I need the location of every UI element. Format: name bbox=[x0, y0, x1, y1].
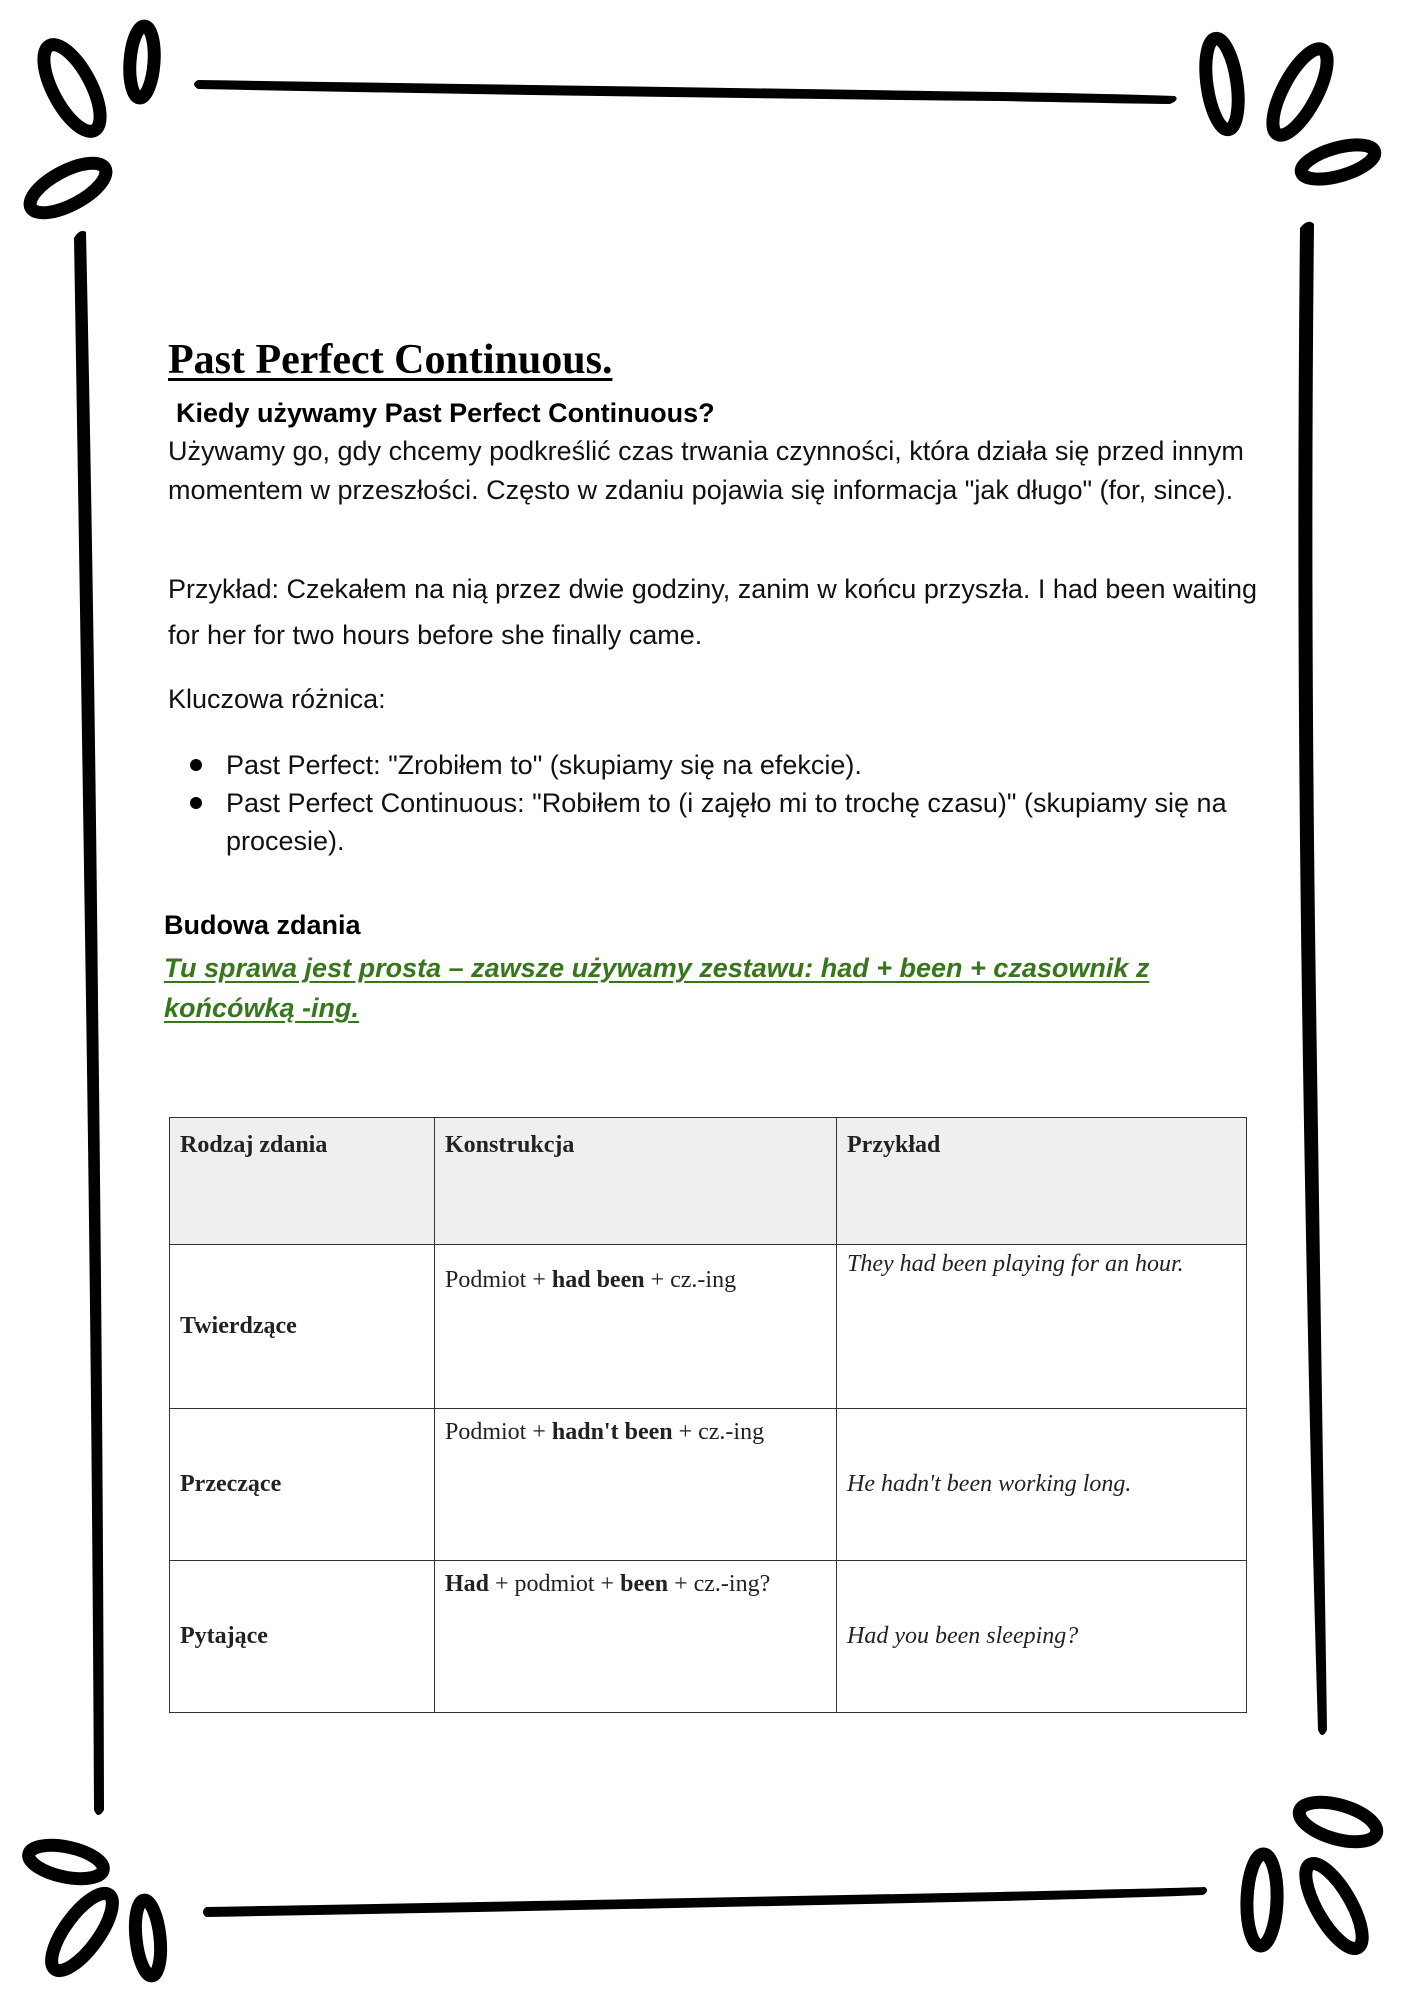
construction-part: + cz.-ing bbox=[644, 1267, 737, 1293]
bullet-icon bbox=[190, 759, 202, 771]
list-item-text: Past Perfect: "Zrobiłem to" (skupiamy się na efekcie). bbox=[226, 750, 862, 780]
column-header: Konstrukcja bbox=[435, 1118, 837, 1245]
grammar-table bbox=[169, 1117, 1247, 1713]
example-cell: Had you been sleeping? bbox=[837, 1561, 1247, 1713]
sentence-type-cell: Pytające bbox=[170, 1561, 435, 1713]
construction-keyword: been bbox=[620, 1571, 669, 1597]
construction-keyword: had been bbox=[551, 1267, 645, 1293]
section-heading: Budowa zdania bbox=[164, 910, 361, 940]
list-item bbox=[226, 784, 1286, 860]
sentence-type-cell: Twierdzące bbox=[170, 1245, 435, 1409]
table-row bbox=[170, 1561, 1247, 1713]
list-item bbox=[226, 746, 1286, 784]
construction-keyword: hadn't been bbox=[551, 1419, 673, 1445]
list-item-text: Past Perfect Continuous: "Robiłem to (i zajęło mi to trochę czasu)" (skupiamy się na procesie). bbox=[226, 788, 1227, 856]
construction-part: Podmiot + bbox=[445, 1419, 552, 1445]
example-paragraph: Przykład: Czekałem na nią przez dwie godziny, zanim w końcu przyszła. I had been waiting for her for two hours before she finally came. bbox=[168, 574, 1258, 650]
table-header-row bbox=[170, 1118, 1247, 1245]
column-header: Przykład bbox=[837, 1118, 1247, 1245]
difference-list bbox=[168, 746, 1286, 860]
bullet-icon bbox=[190, 797, 202, 809]
construction-cell bbox=[435, 1245, 837, 1409]
table-row bbox=[170, 1245, 1247, 1409]
column-header: Rodzaj zdania bbox=[170, 1118, 435, 1245]
construction-part: + podmiot + bbox=[489, 1571, 621, 1597]
sentence-type-cell: Przeczące bbox=[170, 1409, 435, 1561]
construction-part: Podmiot + bbox=[445, 1267, 552, 1293]
construction-cell bbox=[435, 1409, 837, 1561]
key-difference-label: Kluczowa różnica: bbox=[168, 684, 386, 714]
usage-question: Kiedy używamy Past Perfect Continuous? bbox=[176, 398, 715, 428]
page-title: Past Perfect Continuous. bbox=[168, 337, 613, 383]
example-cell: They had been playing for an hour. bbox=[837, 1245, 1247, 1409]
rule-text: Tu sprawa jest prosta – zawsze używamy zestawu: had + been + czasownik z końcówką -ing. bbox=[164, 953, 1150, 1023]
example-cell: He hadn't been working long. bbox=[837, 1409, 1247, 1561]
construction-part: + cz.-ing? bbox=[668, 1571, 771, 1597]
construction-part: + cz.-ing bbox=[672, 1419, 765, 1445]
construction-cell bbox=[435, 1561, 837, 1713]
construction-keyword: Had bbox=[445, 1571, 490, 1597]
table-row bbox=[170, 1409, 1247, 1561]
usage-paragraph: Używamy go, gdy chcemy podkreślić czas trwania czynności, która działa się przed innym momentem w przeszłości. Często w zdaniu pojawia się informacja "jak długo" (for, since). bbox=[168, 436, 1244, 505]
